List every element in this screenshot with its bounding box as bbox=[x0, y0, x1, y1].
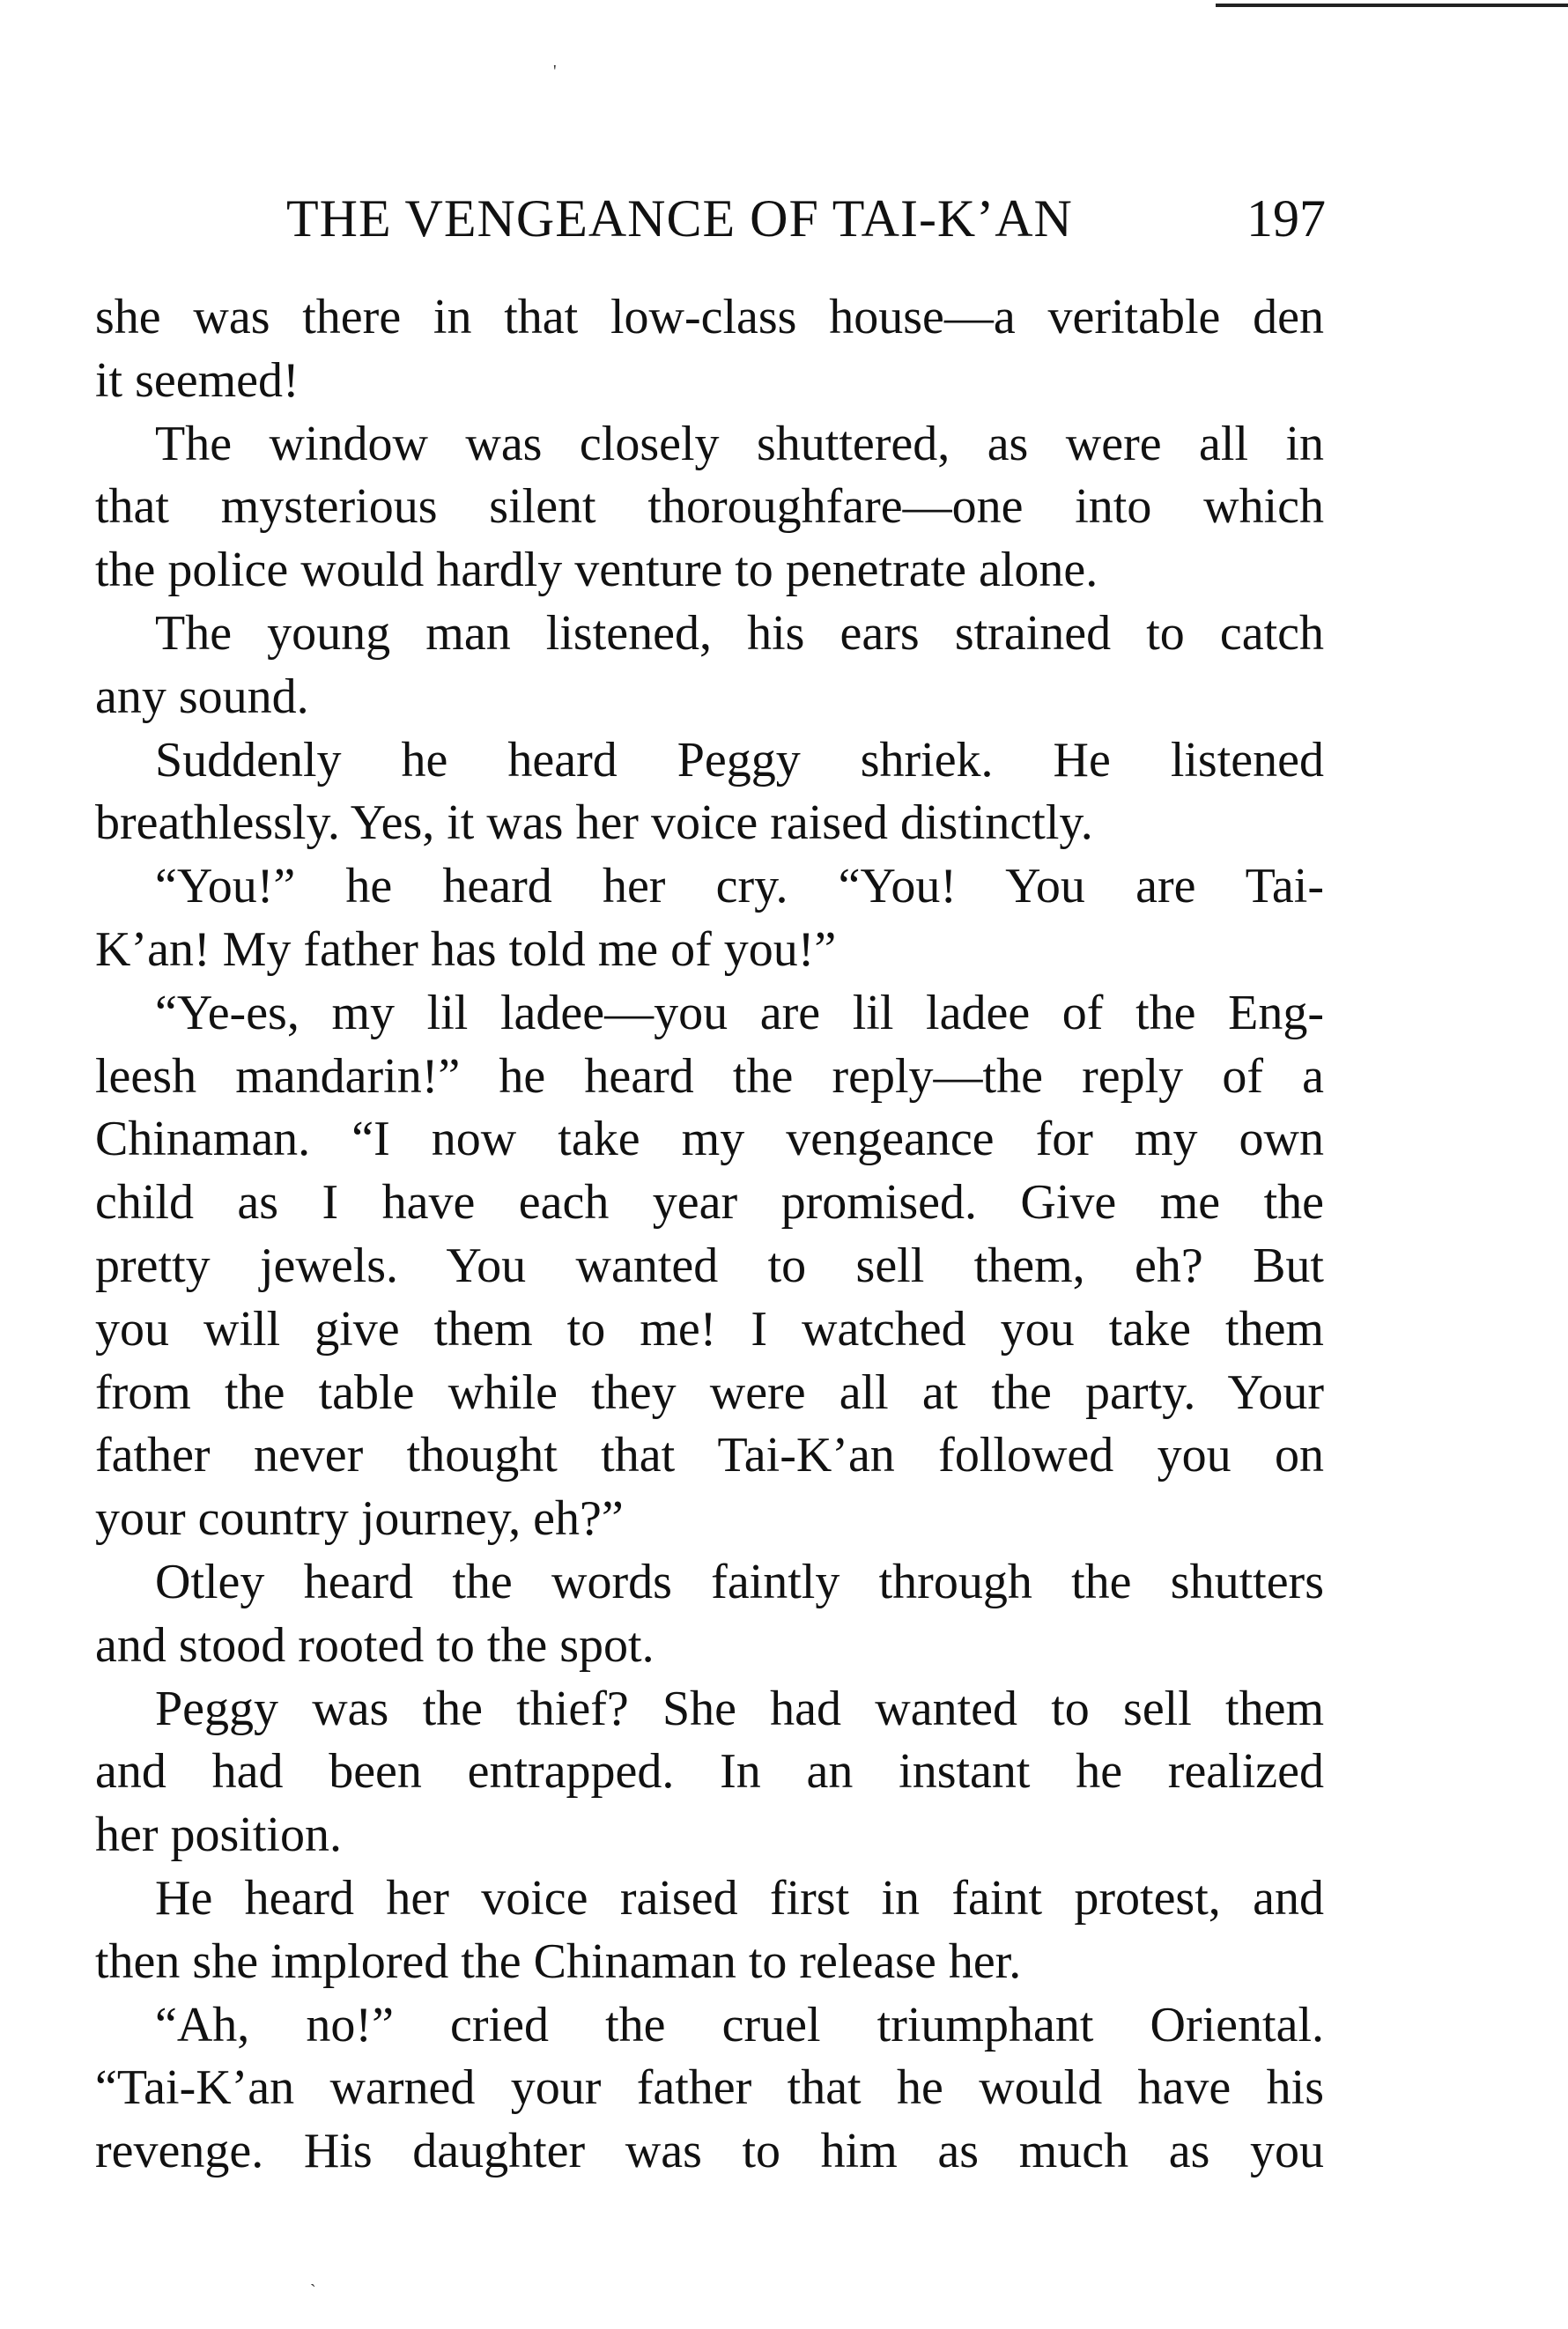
running-header bbox=[286, 183, 1326, 254]
text-line: your country journey, eh?” bbox=[95, 1491, 624, 1547]
print-speck: ` bbox=[310, 2281, 316, 2301]
text-line: Peggy was the thief? She had wanted to sell them bbox=[155, 1681, 1324, 1736]
text-line: she was there in that low-class house—a veritable den bbox=[95, 290, 1324, 344]
text-line: her position. bbox=[95, 1808, 342, 1863]
text-line: from the table while they were all at the party. Your bbox=[95, 1364, 1324, 1420]
text-line: Otley heard the words faintly through the shutters bbox=[155, 1554, 1324, 1609]
text-line: the police would hardly venture to penetrate alone. bbox=[95, 543, 1098, 598]
print-speck: ' bbox=[553, 62, 557, 81]
text-line: “Ah, no!” cried the cruel triumphant Oriental. bbox=[155, 1997, 1324, 2052]
page-number: 197 bbox=[1246, 189, 1326, 248]
text-line: “Ye-es, my lil ladee—you are lil ladee of the Eng- bbox=[155, 985, 1324, 1040]
text-line: leesh mandarin!” he heard the reply—the reply of a bbox=[95, 1048, 1324, 1104]
text-line: pretty jewels. You wanted to sell them, eh? But bbox=[95, 1238, 1324, 1293]
text-line: then she implored the Chinaman to release her. bbox=[95, 1933, 1022, 1989]
text-line: He heard her voice raised first in faint protest, and bbox=[155, 1870, 1324, 1926]
top-edge-rule bbox=[1216, 4, 1568, 7]
text-line: Chinaman. “I now take my vengeance for my own bbox=[95, 1112, 1324, 1167]
text-line: revenge. His daughter was to him as much as you bbox=[95, 2124, 1324, 2179]
text-line: father never thought that Tai-K’an followed you on bbox=[95, 1428, 1324, 1483]
text-line: Suddenly he heard Peggy shriek. He listened bbox=[155, 732, 1324, 787]
text-line: it seemed! bbox=[95, 352, 300, 408]
text-line: and stood rooted to the spot. bbox=[95, 1617, 655, 1673]
text-line: that mysterious silent thoroughfare—one into which bbox=[95, 479, 1324, 535]
text-line: any sound. bbox=[95, 669, 309, 724]
text-line: The young man listened, his ears strained to catch bbox=[155, 605, 1324, 661]
text-line: “Tai-K’an warned your father that he would have his bbox=[95, 2060, 1324, 2116]
text-line: you will give them to me! I watched you take them bbox=[95, 1301, 1324, 1357]
text-line: “You!” he heard her cry. “You! You are Tai- bbox=[155, 859, 1324, 914]
page-body bbox=[95, 286, 1324, 2184]
text-line: The window was closely shuttered, as were all in bbox=[155, 416, 1324, 471]
text-line: K’an! My father has told me of you!” bbox=[95, 921, 837, 977]
text-line: child as I have each year promised. Give me the bbox=[95, 1175, 1324, 1231]
text-line: and had been entrapped. In an instant he realized bbox=[95, 1744, 1324, 1800]
text-line: breathlessly. Yes, it was her voice raised distinctly. bbox=[95, 795, 1093, 851]
running-title: THE VENGEANCE OF TAI-K’AN bbox=[286, 189, 1073, 248]
